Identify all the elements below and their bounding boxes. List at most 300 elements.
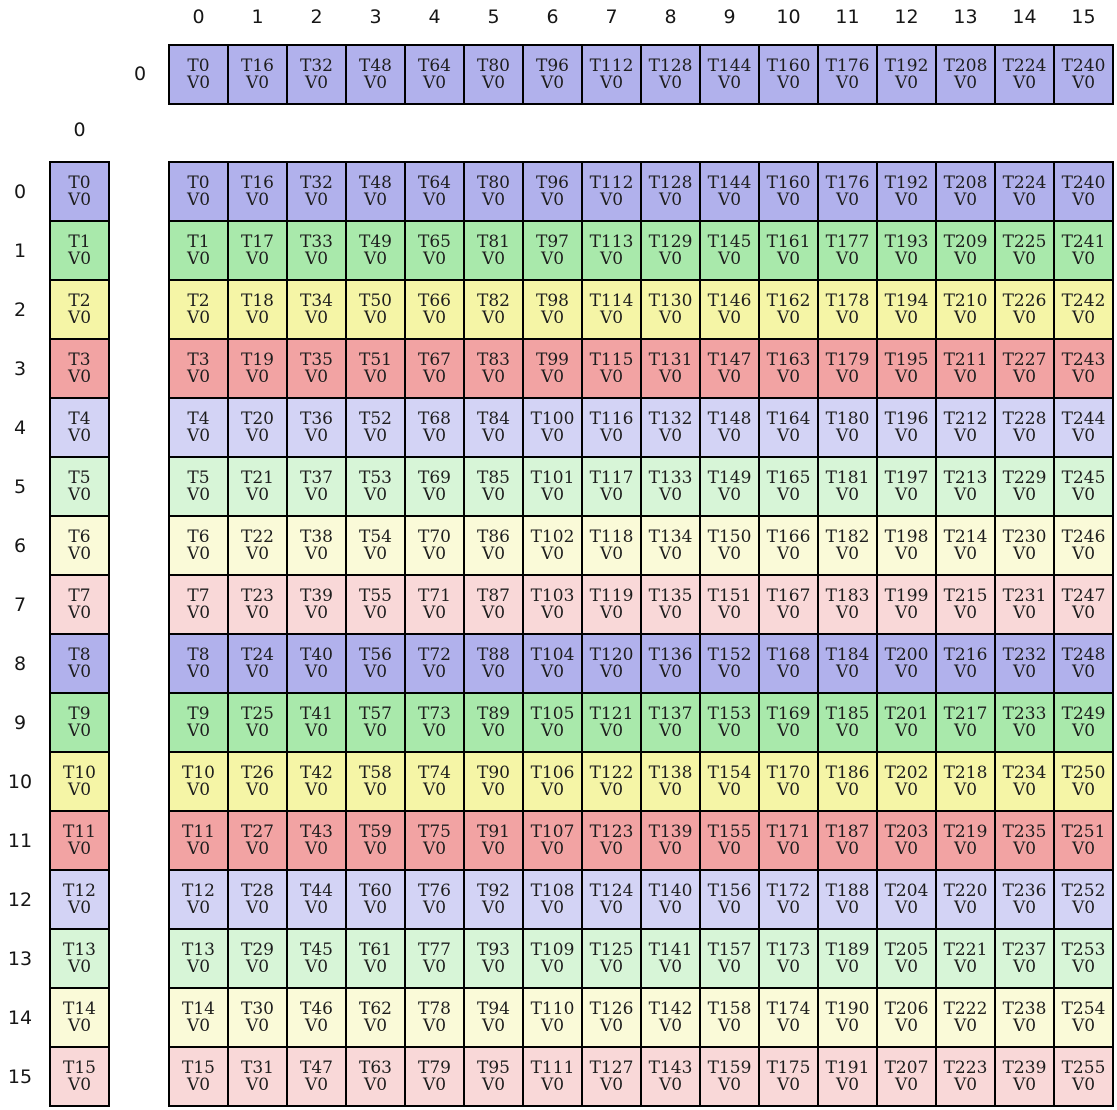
- value-label: V0: [422, 1074, 447, 1095]
- main-cell-r14-c14: [996, 989, 1053, 1046]
- main-cell-r7-c2: [288, 576, 345, 633]
- value-label: V0: [422, 425, 447, 446]
- main-cell-r10-c7: [583, 753, 640, 810]
- main-cell-r4-c3: [347, 399, 404, 456]
- value-label: V0: [599, 366, 624, 387]
- value-label: V0: [894, 779, 919, 800]
- main-cell-r8-c15: [1055, 635, 1112, 692]
- value-label: V0: [1071, 838, 1096, 859]
- main-cell-r11-c2: [288, 812, 345, 869]
- thread-label: T64: [418, 172, 451, 193]
- value-label: V0: [599, 425, 624, 446]
- thread-label: T36: [300, 408, 333, 429]
- left-cell-10: [51, 753, 108, 810]
- thread-label: T103: [530, 585, 575, 606]
- thread-label: T222: [943, 998, 988, 1019]
- thread-label: T91: [477, 821, 510, 842]
- value-label: V0: [1071, 1074, 1096, 1095]
- main-cell-r4-c14: [996, 399, 1053, 456]
- value-label: V0: [776, 720, 801, 741]
- main-cell-r3-c7: [583, 340, 640, 397]
- thread-label: T16: [241, 172, 274, 193]
- thread-label: T163: [766, 349, 811, 370]
- main-cell-r2-c11: [819, 281, 876, 338]
- thread-label: T124: [589, 880, 634, 901]
- value-label: V0: [363, 956, 388, 977]
- value-label: V0: [953, 189, 978, 210]
- value-label: V0: [1012, 1074, 1037, 1095]
- main-cell-r1-c10: [760, 222, 817, 279]
- thread-label: T42: [300, 762, 333, 783]
- main-cell-r14-c15: [1055, 989, 1112, 1046]
- main-cell-r10-c13: [937, 753, 994, 810]
- main-cell-r6-c3: [347, 517, 404, 574]
- thread-label: T99: [536, 349, 569, 370]
- main-cell-r0-c14: [996, 163, 1053, 220]
- value-label: V0: [894, 425, 919, 446]
- value-label: V0: [67, 484, 92, 505]
- value-label: V0: [894, 1015, 919, 1036]
- thread-label: T128: [648, 172, 693, 193]
- main-cell-r11-c13: [937, 812, 994, 869]
- thread-label: T201: [884, 703, 929, 724]
- thread-label: T47: [300, 1057, 333, 1078]
- main-cell-r5-c9: [701, 458, 758, 515]
- thread-label: T125: [589, 939, 634, 960]
- main-cell-r15-c10: [760, 1048, 817, 1105]
- value-label: V0: [776, 602, 801, 623]
- value-label: V0: [186, 1074, 211, 1095]
- thread-label: T53: [359, 467, 392, 488]
- main-cell-r15-c11: [819, 1048, 876, 1105]
- value-label: V0: [186, 956, 211, 977]
- main-cell-r10-c10: [760, 753, 817, 810]
- value-label: V0: [953, 956, 978, 977]
- value-label: V0: [422, 72, 447, 93]
- thread-label: T51: [359, 349, 392, 370]
- value-label: V0: [67, 425, 92, 446]
- thread-label: T32: [300, 172, 333, 193]
- value-label: V0: [835, 425, 860, 446]
- thread-label: T70: [418, 526, 451, 547]
- main-cell-r6-c11: [819, 517, 876, 574]
- thread-label: T61: [359, 939, 392, 960]
- thread-label: T169: [766, 703, 811, 724]
- main-cell-r7-c4: [406, 576, 463, 633]
- thread-label: T147: [707, 349, 752, 370]
- thread-label: T74: [418, 762, 451, 783]
- value-label: V0: [363, 779, 388, 800]
- value-label: V0: [1071, 484, 1096, 505]
- value-label: V0: [67, 189, 92, 210]
- left-cell-14: [51, 989, 108, 1046]
- column-header-5: 5: [487, 6, 500, 28]
- value-label: V0: [658, 956, 683, 977]
- main-cell-r6-c6: [524, 517, 581, 574]
- thread-label: T144: [707, 172, 752, 193]
- thread-label: T57: [359, 703, 392, 724]
- main-cell-r10-c3: [347, 753, 404, 810]
- thread-label: T191: [825, 1057, 870, 1078]
- thread-label: T20: [241, 408, 274, 429]
- value-label: V0: [481, 72, 506, 93]
- value-label: V0: [953, 543, 978, 564]
- thread-label: T0: [187, 172, 210, 193]
- main-cell-r2-c9: [701, 281, 758, 338]
- main-cell-r13-c1: [229, 930, 286, 987]
- thread-label: T10: [63, 762, 96, 783]
- main-cell-r6-c5: [465, 517, 522, 574]
- value-label: V0: [894, 307, 919, 328]
- thread-label: T23: [241, 585, 274, 606]
- thread-label: T146: [707, 290, 752, 311]
- value-label: V0: [186, 484, 211, 505]
- value-label: V0: [245, 897, 270, 918]
- value-label: V0: [481, 956, 506, 977]
- thread-label: T133: [648, 467, 693, 488]
- main-cell-r8-c1: [229, 635, 286, 692]
- main-cell-r11-c4: [406, 812, 463, 869]
- thread-label: T121: [589, 703, 634, 724]
- value-label: V0: [304, 602, 329, 623]
- value-label: V0: [894, 543, 919, 564]
- value-label: V0: [835, 779, 860, 800]
- main-cell-r10-c2: [288, 753, 345, 810]
- value-label: V0: [717, 602, 742, 623]
- thread-label: T13: [182, 939, 215, 960]
- main-cell-r9-c7: [583, 694, 640, 751]
- main-cell-r9-c10: [760, 694, 817, 751]
- thread-label: T238: [1002, 998, 1047, 1019]
- main-cell-r14-c8: [642, 989, 699, 1046]
- thread-label: T139: [648, 821, 693, 842]
- value-label: V0: [422, 661, 447, 682]
- thread-label: T30: [241, 998, 274, 1019]
- thread-label: T49: [359, 231, 392, 252]
- thread-label: T144: [707, 55, 752, 76]
- thread-label: T40: [300, 644, 333, 665]
- value-label: V0: [717, 307, 742, 328]
- main-cell-r3-c11: [819, 340, 876, 397]
- value-label: V0: [776, 484, 801, 505]
- value-label: V0: [1012, 1015, 1037, 1036]
- value-label: V0: [658, 602, 683, 623]
- thread-label: T165: [766, 467, 811, 488]
- top-cell-13: [937, 46, 994, 103]
- value-label: V0: [776, 956, 801, 977]
- thread-label: T188: [825, 880, 870, 901]
- thread-label: T27: [241, 821, 274, 842]
- thread-label: T64: [418, 55, 451, 76]
- value-label: V0: [717, 956, 742, 977]
- value-label: V0: [186, 838, 211, 859]
- thread-label: T202: [884, 762, 929, 783]
- value-label: V0: [835, 366, 860, 387]
- thread-label: T93: [477, 939, 510, 960]
- value-label: V0: [953, 425, 978, 446]
- main-cell-r12-c14: [996, 871, 1053, 928]
- thread-label: T4: [187, 408, 210, 429]
- thread-label: T117: [589, 467, 634, 488]
- value-label: V0: [599, 484, 624, 505]
- main-cell-r14-c3: [347, 989, 404, 1046]
- main-cell-r4-c1: [229, 399, 286, 456]
- value-label: V0: [1071, 956, 1096, 977]
- thread-label: T109: [530, 939, 575, 960]
- value-label: V0: [599, 72, 624, 93]
- main-cell-r1-c9: [701, 222, 758, 279]
- thread-label: T97: [536, 231, 569, 252]
- main-cell-r14-c11: [819, 989, 876, 1046]
- main-cell-r8-c4: [406, 635, 463, 692]
- thread-label: T158: [707, 998, 752, 1019]
- thread-label: T102: [530, 526, 575, 547]
- thread-label: T180: [825, 408, 870, 429]
- main-cell-r6-c12: [878, 517, 935, 574]
- value-label: V0: [717, 366, 742, 387]
- column-header-6: 6: [546, 6, 559, 28]
- main-cell-r15-c9: [701, 1048, 758, 1105]
- value-label: V0: [540, 661, 565, 682]
- value-label: V0: [363, 248, 388, 269]
- thread-label: T98: [536, 290, 569, 311]
- main-cell-r11-c5: [465, 812, 522, 869]
- value-label: V0: [363, 425, 388, 446]
- thread-label: T154: [707, 762, 752, 783]
- main-cell-r10-c6: [524, 753, 581, 810]
- main-cell-r9-c5: [465, 694, 522, 751]
- main-cell-r4-c4: [406, 399, 463, 456]
- main-cell-r14-c6: [524, 989, 581, 1046]
- thread-label: T56: [359, 644, 392, 665]
- value-label: V0: [245, 425, 270, 446]
- main-cell-r10-c15: [1055, 753, 1112, 810]
- thread-label: T116: [589, 408, 634, 429]
- value-label: V0: [67, 602, 92, 623]
- value-label: V0: [481, 307, 506, 328]
- main-cell-r5-c7: [583, 458, 640, 515]
- value-label: V0: [658, 543, 683, 564]
- main-cell-r9-c2: [288, 694, 345, 751]
- value-label: V0: [717, 1074, 742, 1095]
- thread-label: T213: [943, 467, 988, 488]
- value-label: V0: [658, 1015, 683, 1036]
- main-cell-r2-c7: [583, 281, 640, 338]
- thread-label: T14: [182, 998, 215, 1019]
- thread-label: T252: [1061, 880, 1106, 901]
- value-label: V0: [835, 543, 860, 564]
- thread-label: T126: [589, 998, 634, 1019]
- top-cell-7: [583, 46, 640, 103]
- value-label: V0: [1012, 720, 1037, 741]
- thread-label: T129: [648, 231, 693, 252]
- thread-label: T95: [477, 1057, 510, 1078]
- main-cell-r4-c12: [878, 399, 935, 456]
- thread-label: T138: [648, 762, 693, 783]
- main-cell-r4-c7: [583, 399, 640, 456]
- thread-label: T217: [943, 703, 988, 724]
- thread-label: T101: [530, 467, 575, 488]
- value-label: V0: [1071, 543, 1096, 564]
- main-cell-r5-c11: [819, 458, 876, 515]
- thread-label: T137: [648, 703, 693, 724]
- value-label: V0: [245, 543, 270, 564]
- value-label: V0: [599, 602, 624, 623]
- main-cell-r3-c0: [170, 340, 227, 397]
- main-cell-r1-c14: [996, 222, 1053, 279]
- thread-label: T192: [884, 172, 929, 193]
- top-matrix-row-header: 0: [133, 63, 147, 85]
- value-label: V0: [717, 72, 742, 93]
- thread-label: T28: [241, 880, 274, 901]
- thread-label: T127: [589, 1057, 634, 1078]
- row-label-9: 9: [13, 711, 27, 734]
- thread-label: T3: [68, 349, 91, 370]
- main-cell-r2-c6: [524, 281, 581, 338]
- thread-label: T11: [63, 821, 96, 842]
- main-cell-r6-c0: [170, 517, 227, 574]
- thread-label: T176: [825, 172, 870, 193]
- main-cell-r6-c15: [1055, 517, 1112, 574]
- thread-label: T92: [477, 880, 510, 901]
- thread-label: T58: [359, 762, 392, 783]
- thread-label: T183: [825, 585, 870, 606]
- main-cell-r1-c12: [878, 222, 935, 279]
- main-matrix: [168, 161, 1114, 1107]
- value-label: V0: [776, 425, 801, 446]
- main-cell-r15-c13: [937, 1048, 994, 1105]
- value-label: V0: [1012, 838, 1037, 859]
- main-cell-r8-c8: [642, 635, 699, 692]
- main-cell-r13-c8: [642, 930, 699, 987]
- main-cell-r0-c6: [524, 163, 581, 220]
- thread-label: T234: [1002, 762, 1047, 783]
- thread-label: T215: [943, 585, 988, 606]
- value-label: V0: [1071, 1015, 1096, 1036]
- main-cell-r14-c2: [288, 989, 345, 1046]
- thread-label: T185: [825, 703, 870, 724]
- value-label: V0: [835, 838, 860, 859]
- top-cell-15: [1055, 46, 1112, 103]
- thread-label: T243: [1061, 349, 1106, 370]
- main-cell-r3-c3: [347, 340, 404, 397]
- thread-label: T112: [589, 172, 634, 193]
- thread-label: T1: [187, 231, 210, 252]
- main-cell-r10-c12: [878, 753, 935, 810]
- thread-label: T179: [825, 349, 870, 370]
- value-label: V0: [245, 661, 270, 682]
- thread-label: T94: [477, 998, 510, 1019]
- main-cell-r0-c0: [170, 163, 227, 220]
- value-label: V0: [540, 1015, 565, 1036]
- value-label: V0: [481, 720, 506, 741]
- thread-label: T245: [1061, 467, 1106, 488]
- value-label: V0: [540, 838, 565, 859]
- main-cell-r2-c8: [642, 281, 699, 338]
- row-label-1: 1: [13, 239, 27, 262]
- value-label: V0: [953, 248, 978, 269]
- thread-label: T239: [1002, 1057, 1047, 1078]
- value-label: V0: [304, 1015, 329, 1036]
- value-label: V0: [540, 189, 565, 210]
- value-label: V0: [1012, 189, 1037, 210]
- thread-label: T210: [943, 290, 988, 311]
- thread-label: T161: [766, 231, 811, 252]
- main-cell-r1-c4: [406, 222, 463, 279]
- thread-label: T88: [477, 644, 510, 665]
- thread-label: T189: [825, 939, 870, 960]
- value-label: V0: [245, 720, 270, 741]
- main-cell-r2-c12: [878, 281, 935, 338]
- column-header-15: 15: [1071, 6, 1096, 28]
- main-cell-r5-c0: [170, 458, 227, 515]
- value-label: V0: [540, 543, 565, 564]
- value-label: V0: [1012, 602, 1037, 623]
- value-label: V0: [1012, 897, 1037, 918]
- value-label: V0: [835, 720, 860, 741]
- value-label: V0: [67, 956, 92, 977]
- main-cell-r12-c15: [1055, 871, 1112, 928]
- value-label: V0: [599, 661, 624, 682]
- main-cell-r11-c8: [642, 812, 699, 869]
- main-cell-r2-c5: [465, 281, 522, 338]
- value-label: V0: [186, 307, 211, 328]
- value-label: V0: [1071, 425, 1096, 446]
- thread-label: T19: [241, 349, 274, 370]
- thread-label: T244: [1061, 408, 1106, 429]
- value-label: V0: [481, 248, 506, 269]
- value-label: V0: [481, 779, 506, 800]
- main-cell-r3-c6: [524, 340, 581, 397]
- value-label: V0: [776, 72, 801, 93]
- thread-label: T255: [1061, 1057, 1106, 1078]
- main-cell-r3-c2: [288, 340, 345, 397]
- value-label: V0: [835, 1015, 860, 1036]
- main-cell-r2-c15: [1055, 281, 1112, 338]
- thread-label: T156: [707, 880, 752, 901]
- main-cell-r4-c0: [170, 399, 227, 456]
- thread-label: T176: [825, 55, 870, 76]
- main-cell-r10-c11: [819, 753, 876, 810]
- value-label: V0: [186, 897, 211, 918]
- main-cell-r8-c5: [465, 635, 522, 692]
- main-cell-r3-c1: [229, 340, 286, 397]
- main-cell-r11-c0: [170, 812, 227, 869]
- value-label: V0: [658, 425, 683, 446]
- main-cell-r12-c8: [642, 871, 699, 928]
- thread-label: T50: [359, 290, 392, 311]
- main-cell-r1-c2: [288, 222, 345, 279]
- thread-label: T59: [359, 821, 392, 842]
- value-label: V0: [481, 543, 506, 564]
- main-cell-r4-c15: [1055, 399, 1112, 456]
- value-label: V0: [776, 661, 801, 682]
- main-cell-r5-c8: [642, 458, 699, 515]
- main-cell-r11-c9: [701, 812, 758, 869]
- value-label: V0: [422, 602, 447, 623]
- value-label: V0: [776, 543, 801, 564]
- value-label: V0: [481, 189, 506, 210]
- thread-label: T219: [943, 821, 988, 842]
- top-cell-4: [406, 46, 463, 103]
- value-label: V0: [540, 956, 565, 977]
- thread-label: T18: [241, 290, 274, 311]
- main-cell-r11-c11: [819, 812, 876, 869]
- thread-label: T73: [418, 703, 451, 724]
- thread-label: T2: [187, 290, 210, 311]
- value-label: V0: [245, 248, 270, 269]
- main-cell-r9-c13: [937, 694, 994, 751]
